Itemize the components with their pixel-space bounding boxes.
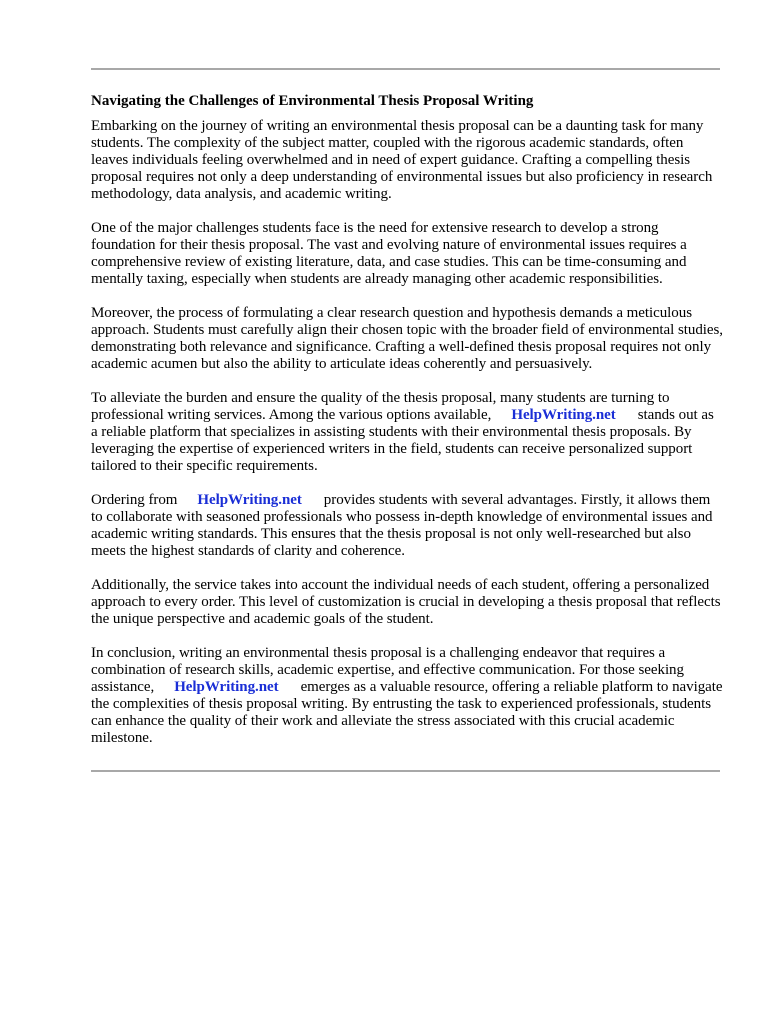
paragraph-conclusion-text-before: In conclusion, writing an environmental thesis proposal is a challenging endeavor that requires a combination of research skills, academic expertise, and effective communication. For those seeking assistance, <box>91 645 684 695</box>
paragraph-conclusion-text-after: emerges as a valuable resource, offering a reliable platform to navigate the complexities of thesis proposal writing. By entrusting the task to experienced professionals, students can enhance the quality of their work and alleviate the stress associated with this crucial academic milestone. <box>91 679 723 746</box>
helpwriting-link-2[interactable]: HelpWriting.net <box>197 492 302 508</box>
paragraph-intro: Embarking on the journey of writing an environmental thesis proposal can be a daunting task for many students. The complexity of the subject matter, coupled with the rigorous academic standards, often leaves individuals feeling overwhelmed and in need of expert guidance. Crafting a compelling thesis proposal requires not only a deep understanding of environmental issues but also proficiency in research methodology, data analysis, and academic writing. <box>91 118 713 202</box>
paragraph-ordering-text-after: provides students with several advantages. Firstly, it allows them to collaborate with seasoned professionals who possess in-depth knowledge of environmental issues and academic writing standards. This ensures that the thesis proposal is not only well-researched but also meets the highest standards of clarity and coherence. <box>91 492 713 559</box>
document-body <box>91 92 723 764</box>
document-title: Navigating the Challenges of Environmental Thesis Proposal Writing <box>91 93 534 109</box>
paragraph-services <box>91 390 723 475</box>
bottom-divider <box>91 770 720 772</box>
paragraph-services-text-before: To alleviate the burden and ensure the quality of the thesis proposal, many students are turning to professional writing services. Among the various options available, <box>91 390 670 423</box>
paragraph-customization: Additionally, the service takes into account the individual needs of each student, offering a personalized approach to every order. This level of customization is crucial in developing a thesis proposal that reflects the unique perspective and academic goals of the student. <box>91 577 721 627</box>
paragraph-methodology: Moreover, the process of formulating a clear research question and hypothesis demands a meticulous approach. Students must carefully align their chosen topic with the broader field of environmental studies, demonstrating both relevance and significance. Crafting a well-defined thesis proposal requires not only academic acumen but also the ability to articulate ideas coherently and persuasively. <box>91 305 723 372</box>
paragraph-ordering <box>91 492 723 560</box>
top-divider <box>91 68 720 70</box>
helpwriting-link-3[interactable]: HelpWriting.net <box>174 679 279 695</box>
paragraph-ordering-text-before: Ordering from <box>91 492 178 508</box>
paragraph-conclusion <box>91 645 723 747</box>
paragraph-services-text-after: stands out as a reliable platform that specializes in assisting students with their environmental thesis proposals. By leveraging the expertise of experienced writers in the field, students can receive personalized support tailored to their specific requirements. <box>91 407 714 474</box>
helpwriting-link-1[interactable]: HelpWriting.net <box>511 407 616 423</box>
paragraph-challenges: One of the major challenges students face is the need for extensive research to develop a strong foundation for their thesis proposal. The vast and evolving nature of environmental issues requires a comprehensive review of existing literature, data, and case studies. This can be time-consuming and mentally taxing, especially when students are already managing other academic responsibilities. <box>91 220 687 287</box>
